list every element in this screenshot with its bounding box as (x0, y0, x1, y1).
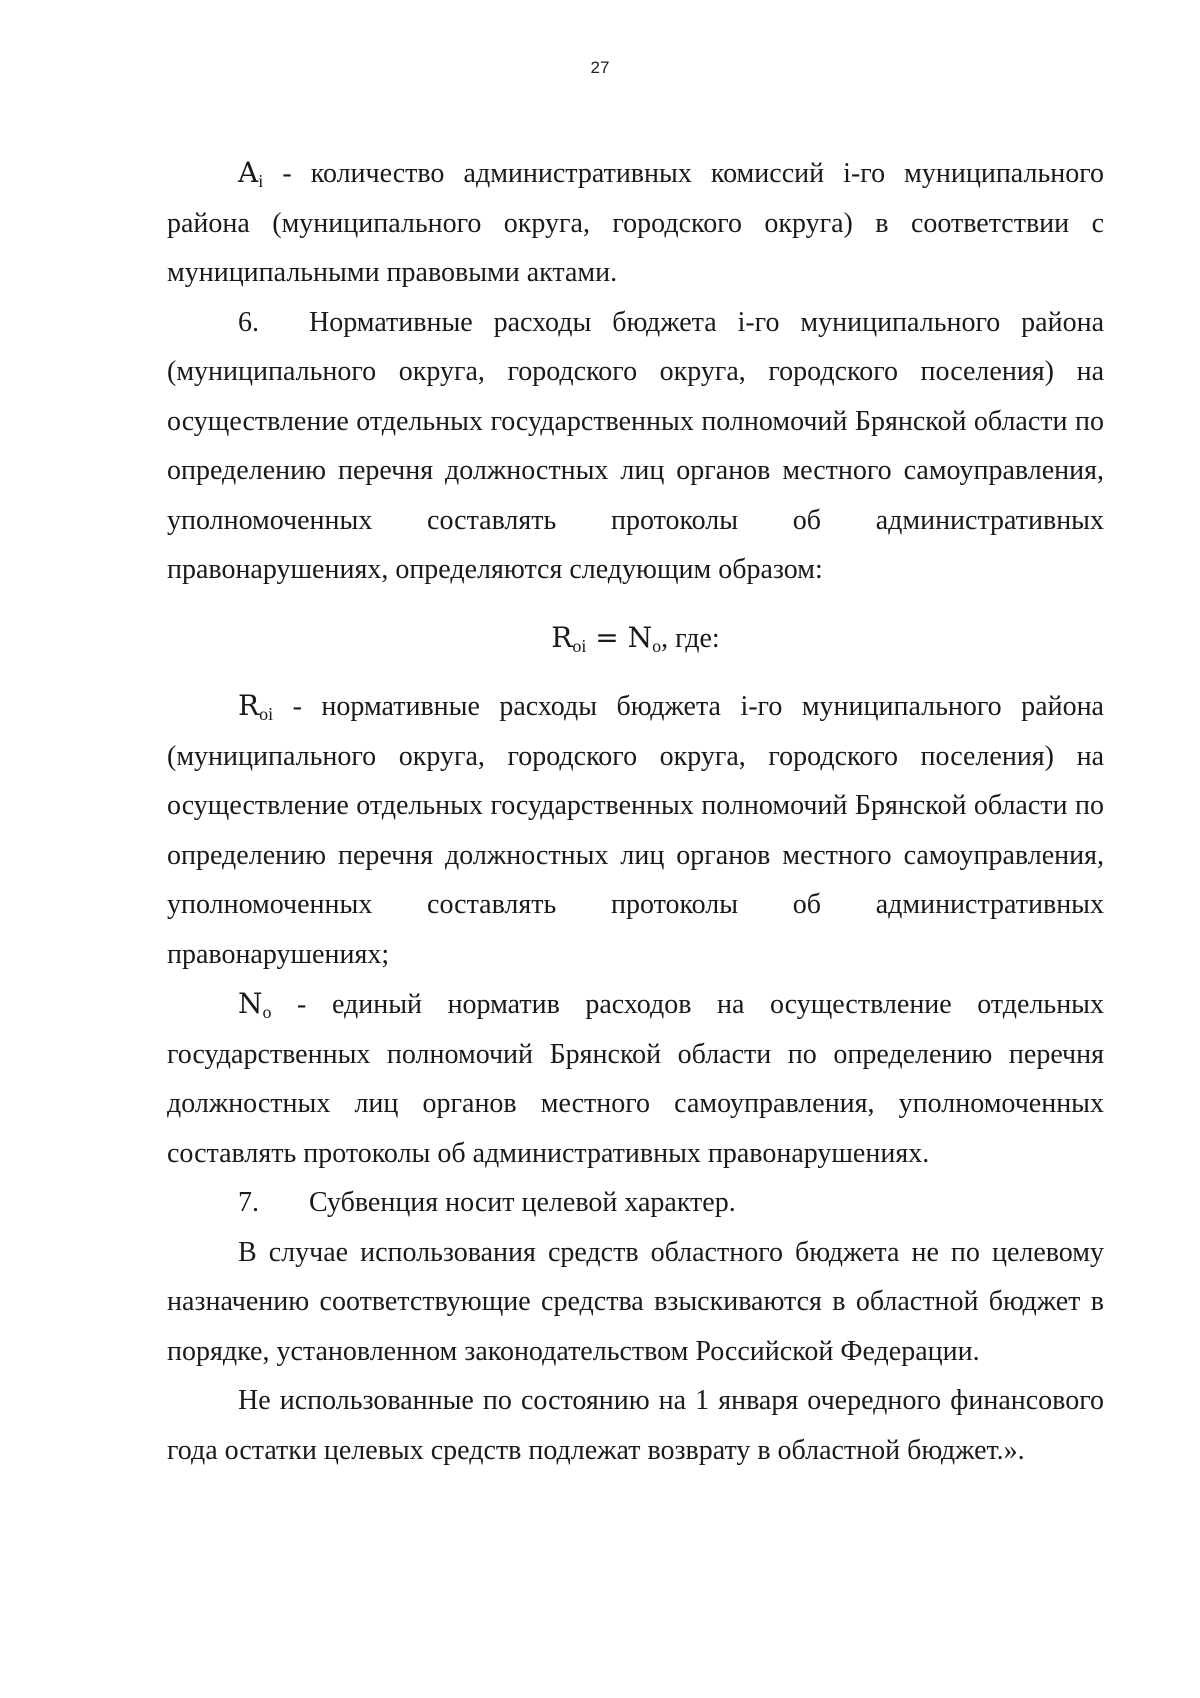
formula-rhs-subscript: o (652, 635, 662, 656)
item-7-number: 7. (238, 1187, 259, 1218)
item-6 (167, 298, 1104, 595)
formula-rhs-symbol: N (627, 620, 653, 654)
formula-lhs-subscript: oi (572, 635, 587, 656)
item-7 (167, 1178, 1104, 1228)
symbol-a-subscript: i (258, 171, 264, 191)
symbol-n-subscript: o (262, 1002, 272, 1022)
item-6-number: 6. (238, 306, 259, 338)
page-number: 27 (590, 58, 610, 77)
formula-equals: = (586, 620, 628, 654)
formula (167, 613, 1104, 664)
definition-r-text: - нормативные расходы бюджета i-го муниципального района (муниципального округа, городского округа, городского поселения) на осуществление отдельных государственных полномочий Брянской области по определению перечня должностных лиц органов местного самоуправления, уполномоченных составлять протоколы об административных правонарушениях; (167, 691, 1104, 970)
symbol-a: A (238, 156, 259, 189)
paragraph-misuse: В случае использования средств областного бюджета не по целевому назначению соответствующие средства взыскиваются в областной бюджет в порядке, установленном законодательством Российской Федерации. (167, 1236, 1104, 1367)
paragraph-return: Не использованные по состоянию на 1 января очередного финансового года остатки целевых средств подлежат возврату в областной бюджет.». (167, 1385, 1104, 1466)
symbol-r-subscript: oi (259, 704, 274, 724)
item-7-text: Субвенция носит целевой характер. (309, 1187, 736, 1218)
definition-n-text: - единый норматив расходов на осуществление отдельных государственных полномочий Брянской области по определению перечня должностных лиц органов местного самоуправления, уполномоченных составлять протоколы об административных правонарушениях. (167, 989, 1104, 1169)
definition-a-i (167, 148, 1104, 298)
item-6-text: Нормативные расходы бюджета i-го муниципального района (муниципального округа, городского округа, городского поселения) на осуществление отдельных государственных полномочий Брянской области по определению перечня должностных лиц органов местного самоуправления, уполномоченных составлять протоколы об административных правонарушениях, определяются следующим образом: (167, 306, 1104, 585)
formula-lhs-symbol: R (551, 620, 573, 654)
symbol-n: N (238, 987, 263, 1020)
definition-a-text: - количество административных комиссий i-го муниципального района (муниципального округа, городского округа) в соответствии с муниципальными правовыми актами. (167, 158, 1104, 288)
symbol-r: R (238, 689, 260, 722)
formula-tail: , где: (661, 622, 720, 654)
document-body (167, 148, 1104, 1475)
definition-n-o (167, 979, 1104, 1178)
definition-r-oi (167, 681, 1104, 979)
